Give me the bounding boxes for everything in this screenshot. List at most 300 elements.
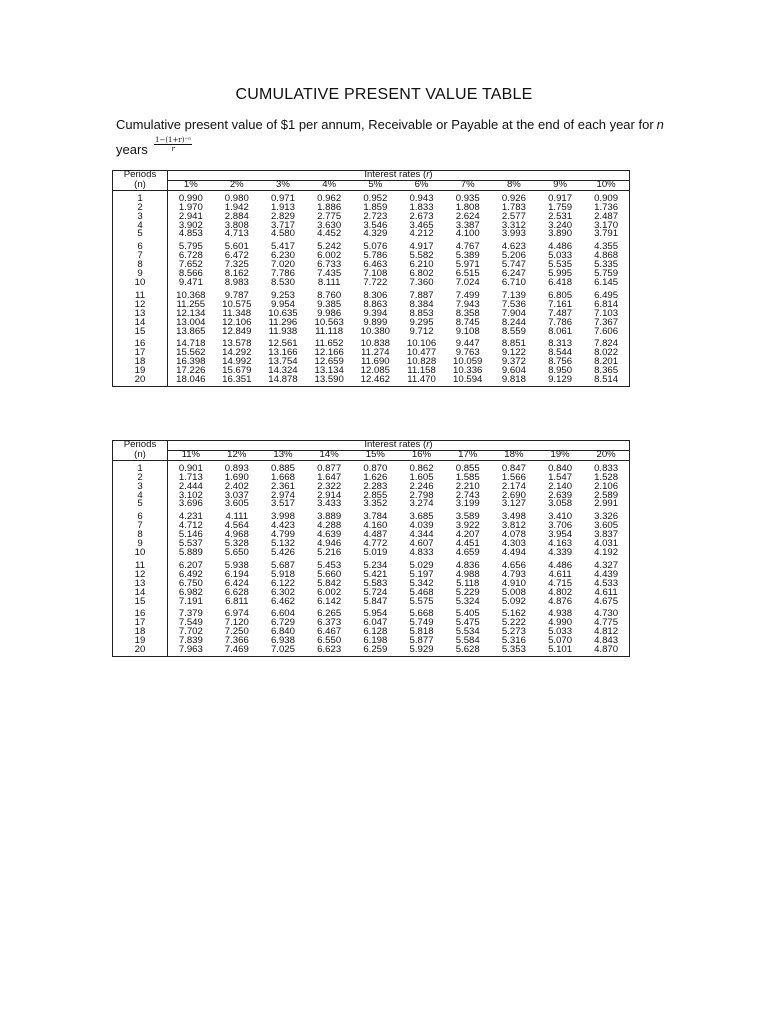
value-cell: 6.811 — [225, 595, 249, 607]
value-cell: 6.628 — [224, 586, 249, 598]
value-cell: 6.710 — [501, 276, 526, 288]
value-cell: 0.926 — [501, 192, 526, 204]
period-cell: 9 — [113, 270, 168, 279]
rate-header: 20% — [583, 450, 629, 460]
value-cell: 5.575 — [409, 595, 434, 607]
value-cell: 5.747 — [501, 259, 526, 271]
annuity-formula — [154, 136, 192, 153]
formula-denominator: r — [171, 145, 175, 153]
value-cell: 15.679 — [222, 365, 252, 377]
value-cell: 9.471 — [178, 276, 203, 288]
value-cell: 0.901 — [178, 462, 203, 474]
value-cell: 4.611 — [548, 568, 572, 580]
period-cell: 3 — [113, 213, 168, 222]
value-cell: 5.795 — [178, 241, 203, 253]
value-cell: 4.339 — [548, 546, 573, 558]
value-cell: 4.100 — [455, 228, 480, 240]
value-cell: 9.818 — [501, 374, 526, 386]
value-cell: 10.594 — [453, 374, 483, 386]
value-cell: 4.623 — [501, 241, 526, 253]
value-cell: 1.668 — [270, 471, 295, 483]
value-cell: 4.160 — [363, 520, 388, 532]
value-cell: 3.199 — [455, 498, 480, 510]
rate-header: 1% — [168, 180, 214, 190]
value-cell: 3.902 — [178, 219, 203, 231]
value-cell: 5.938 — [224, 559, 249, 571]
value-cell: 11.470 — [407, 374, 436, 386]
value-cell: 8.983 — [224, 276, 249, 288]
page-title: CUMULATIVE PRESENT VALUE TABLE — [235, 86, 533, 103]
value-cell: 2.174 — [501, 480, 526, 492]
value-cell: 5.583 — [363, 577, 388, 589]
value-cell: 4.853 — [178, 228, 203, 240]
value-cell: 4.836 — [455, 559, 480, 571]
value-cell: 3.127 — [501, 498, 526, 510]
periods-header: Periods — [113, 171, 168, 181]
value-cell: 4.713 — [224, 228, 249, 240]
value-cell: 2.487 — [594, 210, 619, 222]
value-cell: 6.373 — [317, 617, 342, 629]
value-cell: 6.729 — [270, 617, 295, 629]
value-cell: 2.210 — [455, 480, 480, 492]
value-cell: 2.140 — [548, 480, 573, 492]
value-cell: 13.590 — [314, 374, 344, 386]
value-cell: 0.893 — [224, 462, 249, 474]
value-cell: 5.426 — [270, 546, 295, 558]
value-cell: 4.303 — [501, 538, 526, 550]
value-cell: 6.472 — [224, 250, 249, 262]
value-cell: 0.833 — [594, 462, 619, 474]
value-cell: 7.367 — [594, 316, 619, 328]
value-cell: 10.575 — [222, 298, 252, 310]
value-cell: 5.889 — [178, 546, 203, 558]
value-cell: 12.561 — [268, 338, 298, 350]
value-cell: 5.650 — [224, 546, 249, 558]
value-cell: 7.722 — [363, 276, 388, 288]
value-cell: 6.462 — [270, 595, 295, 607]
value-cell: 5.328 — [224, 538, 249, 550]
value-cell: 1.626 — [363, 471, 388, 483]
value-cell: 8.530 — [270, 276, 295, 288]
value-cell: 5.468 — [409, 586, 434, 598]
n-header — [113, 450, 168, 460]
value-cell: 4.659 — [455, 546, 480, 558]
value-cell: 6.207 — [178, 559, 203, 571]
value-cell: 2.246 — [409, 480, 434, 492]
value-cell: 5.687 — [270, 559, 295, 571]
value-cell: 5.076 — [363, 241, 388, 253]
period-cell: 6 — [113, 509, 168, 522]
value-cell: 4.910 — [501, 577, 526, 589]
value-cell: 7.786 — [548, 316, 573, 328]
value-cell: 10.380 — [360, 325, 391, 337]
value-cell: 4.231 — [178, 511, 203, 523]
value-cell: 4.938 — [548, 608, 573, 620]
value-cell: 4.656 — [501, 559, 526, 571]
value-cell: 3.717 — [270, 219, 295, 231]
value-cell: 0.840 — [548, 462, 573, 474]
value-cell: 10.635 — [268, 307, 298, 319]
value-cell: 8.559 — [501, 325, 526, 337]
value-cell: 6.418 — [548, 276, 573, 288]
value-cell: 4.031 — [594, 538, 619, 550]
period-cell: 6 — [113, 239, 168, 252]
value-cell: 5.033 — [548, 626, 573, 638]
value-cell: 6.974 — [224, 608, 249, 620]
n-header — [113, 180, 168, 190]
value-cell: 3.791 — [594, 228, 619, 240]
value-cell: 5.008 — [501, 586, 526, 598]
rate-header: 5% — [352, 180, 398, 190]
value-cell: 10.828 — [406, 356, 437, 368]
table-row — [113, 230, 630, 239]
value-cell: 2.974 — [270, 489, 295, 501]
value-cell: 6.002 — [317, 250, 342, 262]
value-cell: 16.398 — [176, 356, 206, 368]
value-cell: 7.250 — [224, 626, 249, 638]
value-cell: 4.611 — [594, 586, 618, 598]
rate-header: 11% — [168, 450, 214, 460]
value-cell: 17.226 — [176, 365, 206, 377]
value-cell: 3.993 — [501, 228, 526, 240]
value-cell: 4.868 — [594, 250, 619, 262]
value-cell: 1.833 — [409, 201, 434, 213]
value-cell: 7.536 — [501, 298, 526, 310]
interest-rates-r: r — [426, 169, 430, 180]
value-cell: 4.192 — [594, 546, 619, 558]
value-cell: 4.486 — [548, 559, 573, 571]
value-cell: 13.166 — [268, 347, 298, 359]
years-label: years — [116, 142, 148, 157]
value-cell: 5.954 — [363, 608, 388, 620]
value-cell: 6.492 — [178, 568, 203, 580]
row-group — [113, 606, 630, 656]
value-cell: 7.469 — [224, 644, 249, 656]
value-cell: 1.759 — [548, 201, 573, 213]
table-header — [113, 441, 630, 461]
value-cell: 5.535 — [548, 259, 573, 271]
value-cell: 1.808 — [455, 201, 480, 213]
value-cell: 7.702 — [178, 626, 203, 638]
value-cell: 8.756 — [548, 356, 573, 368]
value-cell: 4.772 — [363, 538, 388, 550]
table-row — [113, 279, 630, 288]
row-group — [113, 509, 630, 558]
value-cell: 3.240 — [548, 219, 573, 231]
value-cell: 12.659 — [314, 356, 344, 368]
value-cell: 4.833 — [409, 546, 434, 558]
period-cell: 8 — [113, 261, 168, 270]
value-cell: 4.288 — [317, 520, 342, 532]
value-cell: 5.234 — [363, 559, 388, 571]
period-cell: 19 — [113, 637, 168, 646]
value-cell: 5.842 — [317, 577, 342, 589]
value-cell: 10.106 — [406, 338, 437, 350]
value-cell: 9.447 — [455, 338, 480, 350]
rate-header: 10% — [583, 180, 629, 190]
value-cell: 1.942 — [224, 201, 249, 213]
value-cell: 5.453 — [317, 559, 342, 571]
value-cell: 1.859 — [363, 201, 388, 213]
value-cell: 1.886 — [317, 201, 342, 213]
value-cell: 12.106 — [222, 316, 252, 328]
value-cell: 8.244 — [501, 316, 526, 328]
value-cell: 5.070 — [548, 635, 573, 647]
row-group — [113, 460, 630, 509]
value-cell: 3.784 — [363, 511, 388, 523]
value-cell: 1.605 — [409, 471, 434, 483]
value-cell: 2.723 — [363, 210, 388, 222]
value-cell: 0.990 — [178, 192, 203, 204]
value-cell: 6.259 — [363, 644, 388, 656]
period-cell: 15 — [113, 598, 168, 607]
value-cell: 6.128 — [363, 626, 388, 638]
value-cell: 3.037 — [224, 489, 249, 501]
value-cell: 5.847 — [363, 595, 388, 607]
period-cell: 7 — [113, 252, 168, 261]
value-cell: 3.890 — [548, 228, 573, 240]
value-cell: 2.106 — [594, 480, 619, 492]
n-label: (n) — [134, 448, 146, 460]
rate-header: 8% — [491, 180, 537, 190]
table-row — [113, 549, 630, 558]
value-cell: 3.326 — [594, 511, 619, 523]
value-cell: 4.843 — [594, 635, 619, 647]
value-cell: 12.849 — [222, 325, 252, 337]
value-cell: 0.885 — [270, 462, 295, 474]
value-cell: 9.899 — [363, 316, 388, 328]
value-cell: 4.793 — [501, 568, 526, 580]
value-cell: 4.730 — [594, 608, 619, 620]
value-cell: 1.713 — [178, 471, 203, 483]
value-cell: 14.292 — [222, 347, 252, 359]
value-cell: 3.058 — [548, 498, 573, 510]
period-cell: 12 — [113, 301, 168, 310]
value-cell: 7.020 — [270, 259, 295, 271]
value-cell: 7.652 — [178, 259, 203, 271]
value-cell: 6.265 — [317, 608, 342, 620]
rate-header: 12% — [214, 450, 260, 460]
value-cell: 3.546 — [363, 219, 388, 231]
row-group — [113, 190, 630, 239]
rate-header: 7% — [445, 180, 491, 190]
table-row — [113, 598, 630, 607]
value-cell: 13.865 — [176, 325, 206, 337]
value-cell: 12.134 — [176, 307, 206, 319]
value-cell: 11.255 — [176, 298, 206, 310]
value-cell: 7.904 — [501, 307, 526, 319]
value-cell: 4.799 — [270, 529, 295, 541]
period-cell: 17 — [113, 619, 168, 628]
value-cell: 0.962 — [317, 192, 342, 204]
value-cell: 7.839 — [178, 635, 203, 647]
value-cell: 5.582 — [409, 250, 434, 262]
value-cell: 6.210 — [409, 259, 434, 271]
value-cell: 5.033 — [548, 250, 573, 262]
value-cell: 0.847 — [501, 462, 526, 474]
value-cell: 8.566 — [178, 268, 203, 280]
value-cell: 2.914 — [317, 489, 342, 501]
value-cell: 4.451 — [455, 538, 480, 550]
value-cell: 6.805 — [548, 289, 573, 301]
rate-header: 13% — [260, 450, 306, 460]
value-cell: 4.946 — [317, 538, 342, 550]
value-cell: 10.477 — [406, 347, 437, 359]
value-cell: 5.660 — [317, 568, 342, 580]
value-cell: 6.198 — [363, 635, 388, 647]
value-cell: 5.229 — [455, 586, 480, 598]
value-cell: 5.101 — [548, 644, 573, 656]
value-cell: 8.863 — [363, 298, 388, 310]
value-cell: 0.980 — [224, 192, 249, 204]
value-cell: 6.495 — [594, 289, 619, 301]
period-cell: 4 — [113, 492, 168, 501]
value-cell: 7.139 — [501, 289, 526, 301]
value-cell: 3.685 — [409, 511, 434, 523]
value-cell: 8.745 — [455, 316, 480, 328]
value-cell: 8.111 — [317, 276, 341, 288]
rate-header: 3% — [260, 180, 306, 190]
value-cell: 5.724 — [363, 586, 388, 598]
value-cell: 9.372 — [501, 356, 526, 368]
value-cell: 6.142 — [317, 595, 342, 607]
period-cell: 16 — [113, 606, 168, 619]
period-cell: 10 — [113, 549, 168, 558]
period-cell: 5 — [113, 230, 168, 239]
period-cell: 5 — [113, 500, 168, 509]
value-cell: 4.486 — [548, 241, 573, 253]
value-cell: 8.853 — [409, 307, 434, 319]
period-cell: 19 — [113, 367, 168, 376]
value-cell: 9.394 — [363, 307, 388, 319]
value-cell: 6.982 — [178, 586, 203, 598]
value-cell: 2.639 — [548, 489, 573, 501]
value-cell: 4.494 — [501, 546, 526, 558]
value-cell: 9.604 — [501, 365, 526, 377]
value-cell: 7.191 — [178, 595, 203, 607]
header-row-rates — [113, 180, 630, 190]
value-cell: 7.499 — [455, 289, 480, 301]
value-cell: 1.970 — [178, 201, 203, 213]
value-cell: 3.387 — [455, 219, 480, 231]
value-cell: 4.327 — [594, 559, 619, 571]
value-cell: 2.531 — [548, 210, 573, 222]
value-cell: 6.728 — [178, 250, 203, 262]
value-cell: 5.146 — [178, 529, 203, 541]
row-group — [113, 558, 630, 607]
value-cell: 5.421 — [363, 568, 388, 580]
value-cell: 5.537 — [178, 538, 203, 550]
value-cell: 4.533 — [594, 577, 619, 589]
formula-numerator: 1−(1+r)⁻ⁿ — [155, 136, 192, 144]
period-cell: 13 — [113, 580, 168, 589]
period-cell: 2 — [113, 474, 168, 483]
value-cell: 4.423 — [270, 520, 295, 532]
value-cell: 12.166 — [314, 347, 344, 359]
value-cell: 5.786 — [363, 250, 388, 262]
value-cell: 6.302 — [270, 586, 295, 598]
value-cell: 6.550 — [317, 635, 342, 647]
value-cell: 6.802 — [409, 268, 434, 280]
value-cell: 1.690 — [224, 471, 249, 483]
value-cell: 7.963 — [178, 644, 203, 656]
value-cell: 5.759 — [594, 268, 619, 280]
value-cell: 4.712 — [178, 520, 203, 532]
value-cell: 9.295 — [409, 316, 434, 328]
value-cell: 2.829 — [270, 210, 295, 222]
value-cell: 14.992 — [222, 356, 252, 368]
value-cell: 4.715 — [548, 577, 573, 589]
value-cell: 3.922 — [455, 520, 480, 532]
table-row — [113, 646, 630, 656]
value-cell: 0.877 — [317, 462, 342, 474]
value-cell: 8.022 — [594, 347, 619, 359]
rate-header: 6% — [398, 180, 444, 190]
value-cell: 2.775 — [317, 210, 342, 222]
value-cell: 6.002 — [317, 586, 342, 598]
value-cell: 11.158 — [407, 365, 436, 377]
value-cell: 11.938 — [268, 325, 298, 337]
interest-rates-close: ) — [429, 439, 433, 450]
value-cell: 9.763 — [455, 347, 480, 359]
value-cell: 4.802 — [548, 586, 573, 598]
period-cell: 14 — [113, 589, 168, 598]
value-cell: 2.673 — [409, 210, 434, 222]
intro-sentence: Cumulative present value of $1 per annum, Receivable or Payable at the end of each year for — [116, 117, 654, 132]
value-cell: 4.870 — [594, 644, 619, 656]
value-cell: 6.194 — [224, 568, 249, 580]
value-cell: 0.935 — [455, 192, 480, 204]
value-cell: 2.589 — [594, 489, 619, 501]
n-label: (n) — [134, 178, 146, 190]
value-cell: 6.247 — [501, 268, 526, 280]
period-cell: 1 — [113, 460, 168, 473]
value-cell: 6.938 — [270, 635, 295, 647]
value-cell: 8.514 — [594, 374, 619, 386]
value-cell: 0.909 — [594, 192, 619, 204]
value-cell: 4.876 — [548, 595, 573, 607]
period-cell: 7 — [113, 522, 168, 531]
value-cell: 1.913 — [270, 201, 295, 213]
value-cell: 13.134 — [314, 365, 344, 377]
value-cell: 9.108 — [455, 325, 480, 337]
value-cell: 5.273 — [501, 626, 526, 638]
value-cell: 5.342 — [409, 577, 434, 589]
period-cell: 12 — [113, 571, 168, 580]
value-cell: 4.344 — [409, 529, 434, 541]
value-cell: 12.462 — [360, 374, 391, 386]
value-cell: 6.840 — [270, 626, 295, 638]
value-cell: 14.718 — [176, 338, 206, 350]
value-cell: 8.358 — [455, 307, 480, 319]
cpv-table-1 — [112, 170, 630, 387]
value-cell: 6.467 — [317, 626, 342, 638]
value-cell: 4.675 — [594, 595, 619, 607]
value-cell: 7.606 — [594, 325, 619, 337]
value-cell: 3.954 — [548, 529, 573, 541]
rate-header: 14% — [306, 450, 352, 460]
value-cell: 7.120 — [224, 617, 249, 629]
value-cell: 10.336 — [453, 365, 483, 377]
value-cell: 3.998 — [270, 511, 295, 523]
value-cell: 2.941 — [178, 210, 203, 222]
value-cell: 0.971 — [270, 192, 295, 204]
value-cell: 5.162 — [501, 608, 526, 620]
row-group — [113, 288, 630, 337]
value-cell: 0.870 — [363, 462, 388, 474]
value-cell: 5.389 — [455, 250, 480, 262]
period-cell: 16 — [113, 336, 168, 349]
